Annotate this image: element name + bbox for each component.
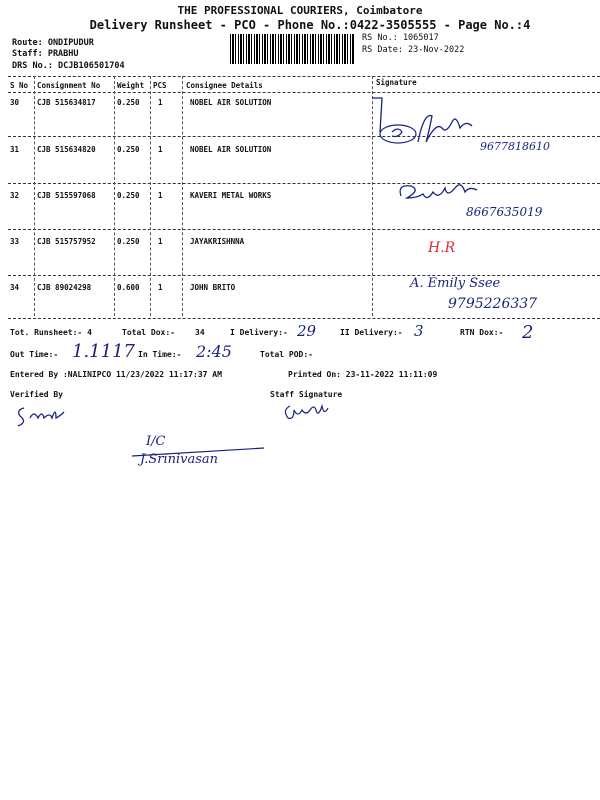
stamp-underline (128, 446, 268, 460)
row-sno: 32 (10, 191, 20, 200)
entered-by: Entered By :NALINIPCO 11/23/2022 11:17:37 AM (10, 370, 222, 379)
in-time-value: 2:45 (196, 342, 232, 361)
out-time-label: Out Time:- (10, 350, 59, 359)
rs-number: RS No.: 1065017 (362, 33, 439, 43)
col-divider (114, 76, 115, 316)
runsheet-subtitle: Delivery Runsheet - PCO - Phone No.:0422-3505555 - Page No.:4 (89, 18, 531, 32)
col-header-weight: Weight (117, 81, 145, 90)
stamp-line2: J.Srinivasan (140, 452, 219, 467)
row-pcs: 1 (158, 283, 163, 292)
in-time-label: In Time:- (138, 350, 182, 359)
row-weight: 0.250 (117, 191, 140, 200)
row-sno: 34 (10, 283, 20, 292)
i-delivery-value: 29 (297, 322, 317, 340)
total-dox-value: 34 (195, 328, 205, 337)
row-weight: 0.600 (117, 283, 140, 292)
total-runsheet: Tot. Runsheet:- 4 (10, 328, 92, 337)
handwritten-name-row34: A. Emily Ssee (410, 276, 501, 291)
col-divider (34, 76, 35, 316)
row-sno: 30 (10, 98, 20, 107)
row-weight: 0.250 (117, 145, 140, 154)
out-time-value: 1.1117 (72, 341, 135, 362)
row-consignment: CJB 515634820 (37, 145, 96, 154)
table-top-rule (8, 76, 600, 77)
handwritten-mark-row33: H.R (428, 240, 456, 256)
row-pcs: 1 (158, 191, 163, 200)
total-dox-label: Total Dox:- (122, 328, 175, 337)
col-header-consignment: Consignment No (37, 81, 101, 90)
row-pcs: 1 (158, 98, 163, 107)
stamp-line1: I/C (146, 434, 166, 449)
row-consignment: CJB 515634817 (37, 98, 96, 107)
ii-delivery-value: 3 (414, 322, 424, 340)
row-sno: 33 (10, 237, 20, 246)
handwritten-phone-row31: 9677818610 (480, 140, 550, 153)
row-consignee: KAVERI METAL WORKS (190, 191, 272, 200)
col-header-consignee: Consignee Details (186, 81, 263, 90)
row-pcs: 1 (158, 145, 163, 154)
i-delivery-label: I Delivery:- (230, 328, 288, 337)
staff-signature-label: Staff Signature (270, 390, 343, 399)
col-header-sno: S No (10, 81, 29, 90)
staff-signature (280, 400, 340, 422)
row-sno: 31 (10, 145, 20, 154)
table-bottom-rule (8, 318, 600, 319)
barcode (230, 34, 354, 64)
col-header-pcs: PCS (153, 81, 167, 90)
col-divider (182, 76, 183, 316)
row-consignment: CJB 89024298 (37, 283, 92, 292)
row-divider (8, 136, 600, 137)
printed-on: Printed On: 23-11-2022 11:11:09 (288, 370, 438, 379)
ii-delivery-label: II Delivery:- (340, 328, 403, 337)
total-pod-label: Total POD:- (260, 350, 313, 359)
drs-number: DRS No.: DCJB106501704 (12, 61, 125, 71)
rtn-dox-label: RTN Dox:- (460, 328, 504, 337)
col-header-signature: Signature (376, 78, 417, 87)
row-pcs: 1 (158, 237, 163, 246)
verified-by-signature (14, 402, 84, 428)
company-title: THE PROFESSIONAL COURIERS, Coimbatore (177, 4, 423, 17)
verified-by-label: Verified By (10, 390, 63, 399)
staff-label: Staff: PRABHU (12, 49, 79, 59)
row-divider (8, 183, 600, 184)
row-weight: 0.250 (117, 98, 140, 107)
row-consignment: CJB 515597068 (37, 191, 96, 200)
row-divider (8, 275, 600, 276)
rtn-dox-value: 2 (522, 322, 534, 343)
row-divider (8, 229, 600, 230)
route-label: Route: ONDIPUDUR (12, 38, 94, 48)
handwritten-phone-row34: 9795226337 (448, 296, 538, 312)
row-consignee: NOBEL AIR SOLUTION (190, 98, 272, 107)
row-consignee: NOBEL AIR SOLUTION (190, 145, 272, 154)
rs-date: RS Date: 23-Nov-2022 (362, 45, 465, 55)
signature-row32 (395, 180, 495, 208)
row-consignment: CJB 515757952 (37, 237, 96, 246)
row-weight: 0.250 (117, 237, 140, 246)
handwritten-phone-row32: 8667635019 (466, 205, 543, 219)
table-header-rule (8, 92, 600, 93)
col-divider (150, 76, 151, 316)
row-consignee: JOHN BRITO (190, 283, 236, 292)
row-consignee: JAYAKRISHNNA (190, 237, 245, 246)
